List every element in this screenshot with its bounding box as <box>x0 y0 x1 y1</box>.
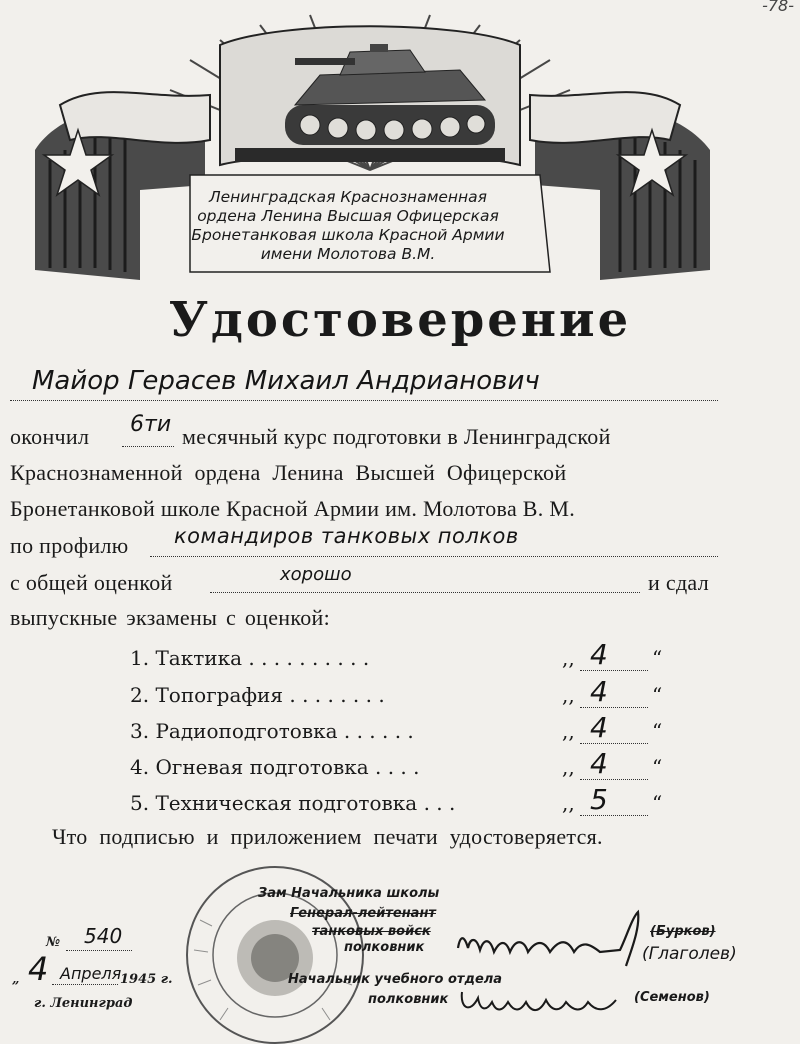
exam-grade: 5 <box>590 783 608 816</box>
exam-label: 2. Топография . . . . . . . . <box>130 683 385 707</box>
course-line2: Краснознаменной ордена Ленина Высшей Офицерской <box>10 460 567 485</box>
recipient-name: Майор Герасев Михаил Андрианович <box>32 366 540 396</box>
profile-field <box>150 524 718 557</box>
quote-close: “ <box>652 755 663 779</box>
exam-row <box>130 783 690 821</box>
registry-year: 1945 г. <box>120 972 173 987</box>
exam-row <box>130 675 690 713</box>
exam-label: 3. Радиоподготовка . . . . . . <box>130 719 414 743</box>
dept-name: (Семенов) <box>634 990 710 1005</box>
registry-number-label: № <box>46 935 61 950</box>
quote-close: “ <box>652 646 663 670</box>
overall-suffix: и сдал <box>648 570 709 595</box>
page-number-mark: -78- <box>762 0 794 15</box>
exam-grade: 4 <box>590 675 608 708</box>
overall-field <box>210 564 640 593</box>
profile-value: командиров танковых полков <box>174 524 519 548</box>
deputy-name: (Глаголев) <box>642 944 737 964</box>
course-line3: Бронетанковой школе Красной Армии им. Молотова В. М. <box>10 496 576 521</box>
course-prefix: окончил <box>10 424 90 449</box>
school-name-line: Бронетанковая школа Красной Армии <box>191 226 505 244</box>
recipient-line <box>10 366 718 401</box>
exam-label: 1. Тактика . . . . . . . . . . <box>130 646 370 670</box>
registry-day: 4 <box>28 950 49 988</box>
quote-close: “ <box>652 683 663 707</box>
quote-close: “ <box>652 719 663 743</box>
months-value: 6ти <box>130 412 172 437</box>
course-line1: месячный курс подготовки в Ленинградской <box>182 424 611 449</box>
quote-close: “ <box>652 791 663 815</box>
certification-text: Что подписью и приложением печати удостоверяется. <box>52 824 603 849</box>
struck-rank-line1: Генерал-лейтенант <box>290 906 436 921</box>
exam-row <box>130 638 690 676</box>
left-scroll <box>60 92 210 143</box>
right-scroll <box>530 92 680 143</box>
quote-open: ,, <box>562 646 575 670</box>
exam-label: 5. Техническая подготовка . . . <box>130 791 456 815</box>
exam-grade: 4 <box>590 747 608 780</box>
registry-month-field <box>52 964 122 985</box>
dept-signature <box>456 978 626 1028</box>
exams-intro: выпускные экзамены с оценкой: <box>10 605 330 630</box>
profile-label: по профилю <box>10 533 129 558</box>
deputy-struck-name: (Бурков) <box>650 924 716 939</box>
registry-month: Апреля <box>60 964 122 983</box>
deputy-title: Зам Начальника школы <box>258 886 440 901</box>
exam-row <box>130 747 690 785</box>
registry-number-field <box>66 924 132 951</box>
school-name-line: Ленинградская Краснознаменная <box>208 188 488 206</box>
school-name-line: имени Молотова В.М. <box>260 245 436 263</box>
school-name <box>178 188 518 264</box>
exam-grade: 4 <box>590 638 608 671</box>
exam-row <box>130 711 690 749</box>
registry-number: 540 <box>84 924 123 948</box>
quote-open: ,, <box>562 755 575 779</box>
exam-grade: 4 <box>590 711 608 744</box>
dept-rank: полковник <box>368 992 449 1007</box>
registry-city: г. Ленинград <box>34 996 133 1011</box>
overall-label: с общей оценкой <box>10 570 173 595</box>
quote-open: ,, <box>562 719 575 743</box>
deputy-signature <box>450 908 660 972</box>
months-field <box>122 412 174 447</box>
school-name-line: ордена Ленина Высшая Офицерская <box>197 207 499 225</box>
quote-open: ,, <box>562 791 575 815</box>
dept-title: Начальник учебного отдела <box>288 972 503 987</box>
quote-open: ,, <box>562 683 575 707</box>
overall-value: хорошо <box>280 564 352 585</box>
deputy-rank: полковник <box>344 940 425 955</box>
struck-rank-line2: танковых войск <box>312 924 431 939</box>
exam-label: 4. Огневая подготовка . . . . <box>130 755 420 779</box>
document-title: Удостоверение <box>168 292 632 348</box>
